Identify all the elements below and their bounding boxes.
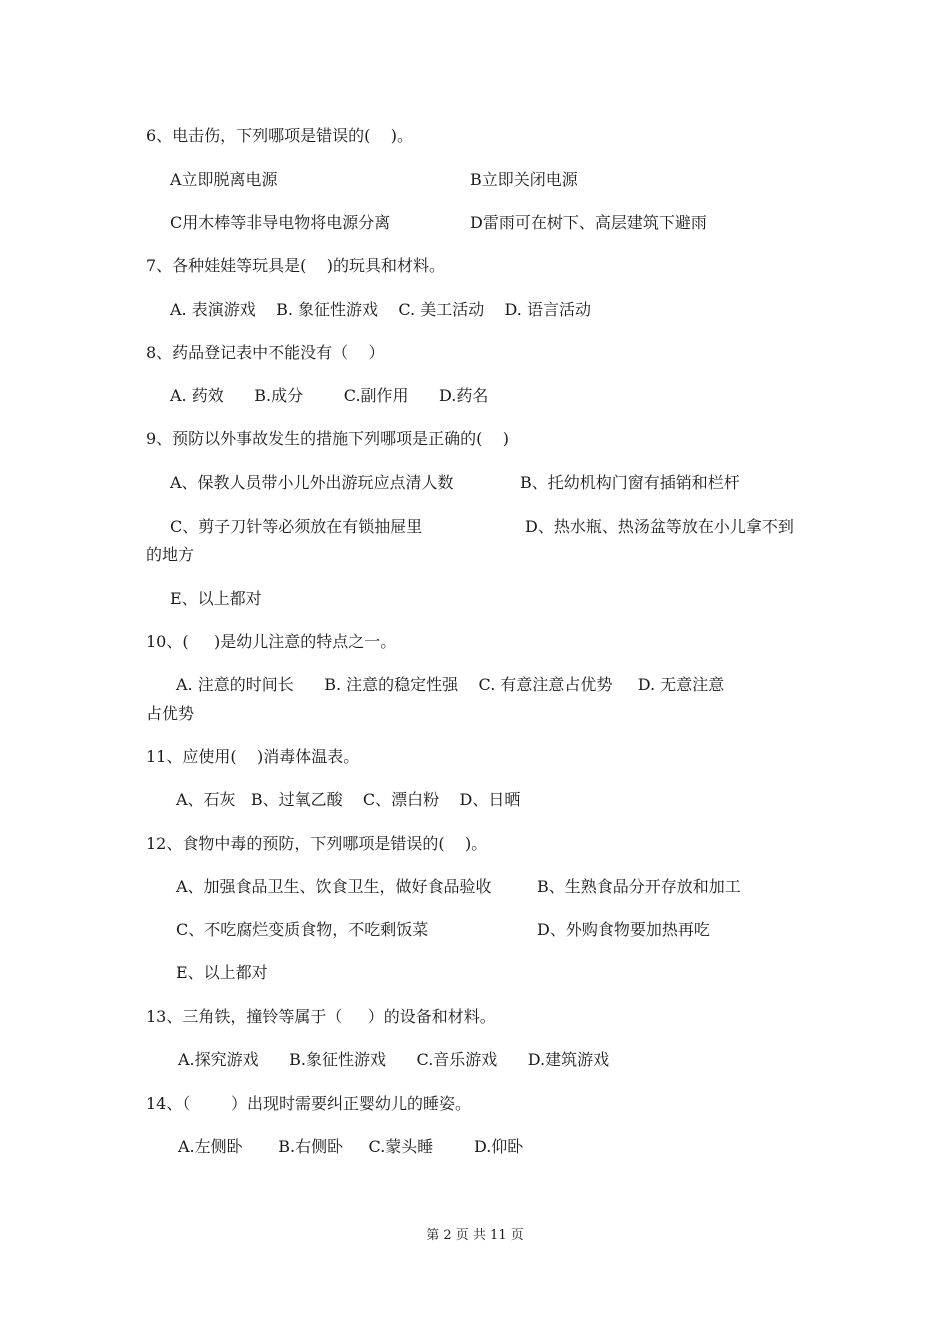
- question-11-options: A、石灰 B、过氧乙酸 C、漂白粉 D、日晒: [176, 790, 521, 809]
- question-8-options: A. 药效 B.成分 C.副作用 D.药名: [170, 386, 489, 405]
- question-12-stem: 12、食物中毒的预防，下列哪项是错误的( )。: [146, 834, 488, 853]
- question-12-option-a: A、加强食品卫生、饮食卫生，做好食品验收: [176, 877, 492, 896]
- question-12-option-c: C、不吃腐烂变质食物，不吃剩饭菜: [176, 920, 429, 939]
- question-6-stem: 6、电击伤，下列哪项是错误的( )。: [146, 126, 414, 145]
- question-8-stem: 8、药品登记表中不能没有（ ）: [146, 343, 385, 362]
- question-6-option-c: C用木棒等非导电物将电源分离: [170, 213, 391, 232]
- question-6-option-a: A立即脱离电源: [170, 170, 278, 189]
- question-12-option-e: E、以上都对: [176, 963, 268, 982]
- question-9-option-b: B、托幼机构门窗有插销和栏杆: [520, 473, 740, 492]
- question-6-option-b: B立即关闭电源: [470, 170, 578, 189]
- question-9-option-d: D、热水瓶、热汤盆等放在小儿拿不到: [525, 517, 794, 536]
- question-13-stem: 13、三角铁，撞铃等属于（ ）的设备和材料。: [146, 1007, 496, 1026]
- question-10-options: A. 注意的时间长 B. 注意的稳定性强 C. 有意注意占优势 D. 无意注意: [176, 675, 725, 694]
- page-number-footer: 第 2 页 共 11 页: [426, 1228, 524, 1243]
- question-9-option-c: C、剪子刀针等必须放在有锁抽屉里: [170, 517, 423, 536]
- question-7-options: A. 表演游戏 B. 象征性游戏 C. 美工活动 D. 语言活动: [170, 300, 591, 319]
- question-13-options: A.探究游戏 B.象征性游戏 C.音乐游戏 D.建筑游戏: [178, 1050, 610, 1069]
- question-14-stem: 14、（ ）出现时需要纠正婴幼儿的睡姿。: [146, 1094, 472, 1113]
- question-14-options: A.左侧卧 B.右侧卧 C.蒙头睡 D.仰卧: [178, 1137, 524, 1156]
- question-12-option-d: D、外购食物要加热再吃: [537, 920, 710, 939]
- question-9-option-d-continued: 的地方: [146, 545, 195, 564]
- question-6-option-d: D雷雨可在树下、高层建筑下避雨: [470, 213, 707, 232]
- question-9-option-a: A、保教人员带小儿外出游玩应点清人数: [170, 473, 454, 492]
- question-10-stem: 10、( )是幼儿注意的特点之一。: [146, 632, 397, 651]
- question-7-stem: 7、各种娃娃等玩具是( )的玩具和材料。: [146, 256, 446, 275]
- question-12-option-b: B、生熟食品分开存放和加工: [537, 877, 741, 896]
- question-9-option-e: E、以上都对: [170, 589, 262, 608]
- question-11-stem: 11、应使用( )消毒体温表。: [146, 747, 360, 766]
- question-10-options-continued: 占优势: [146, 704, 195, 723]
- question-9-stem: 9、预防以外事故发生的措施下列哪项是正确的( ): [146, 429, 510, 448]
